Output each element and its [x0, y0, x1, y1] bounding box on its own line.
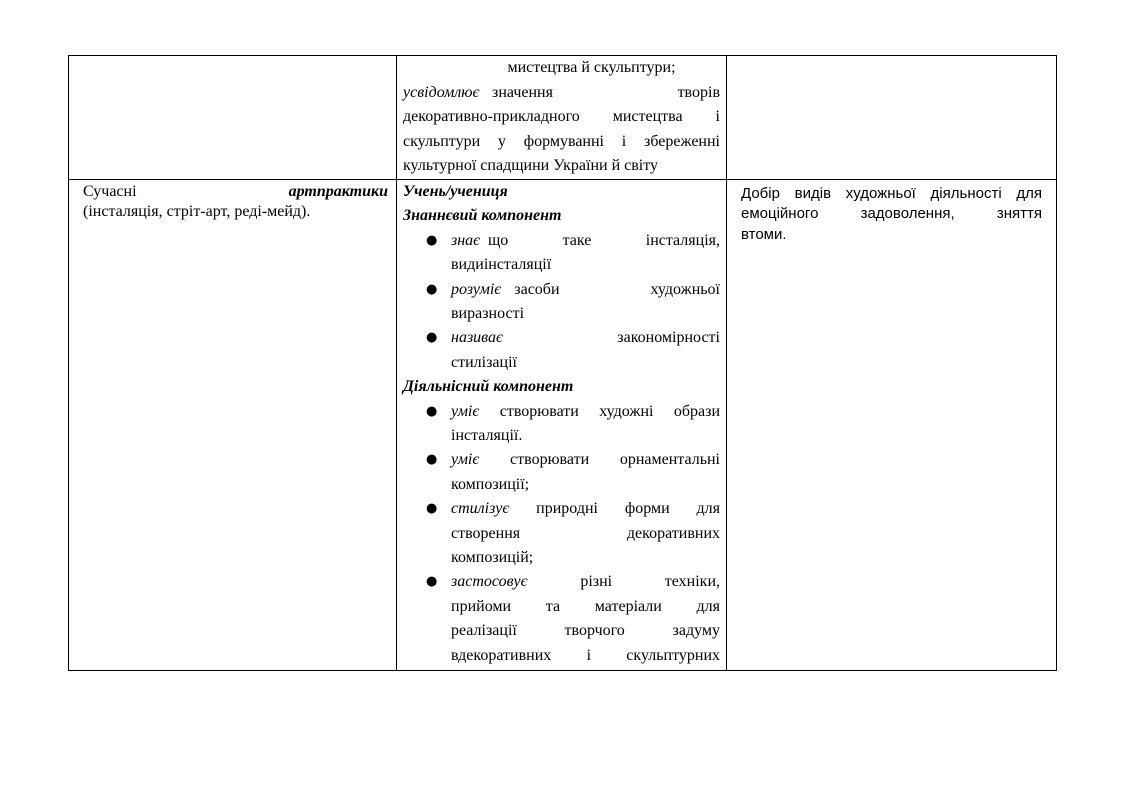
outcome-text: значення творів	[492, 83, 721, 101]
bullet-icon: ●	[426, 232, 438, 248]
topic-title: Сучасні артпрактики	[83, 182, 388, 200]
item-text: композицій;	[451, 549, 534, 567]
bullet-icon: ●	[426, 330, 438, 346]
row2-col2-cell	[397, 179, 727, 670]
item-text: прийоми та матеріали для	[451, 597, 720, 615]
row1-col3-cell	[727, 56, 1057, 180]
outcome-verb: усвідомлює	[403, 83, 480, 101]
activity-list	[403, 400, 720, 668]
activity-note: втоми.	[741, 225, 787, 243]
row1-col2-cell	[397, 56, 727, 180]
item-text: закономірності	[617, 329, 720, 347]
activity-note: емоційного задоволення, зняття	[741, 205, 1042, 223]
item-text: видиінсталяції	[451, 256, 552, 274]
curriculum-table	[68, 55, 1057, 671]
list-item	[403, 400, 720, 449]
item-verb: уміє	[451, 402, 480, 420]
item-text: що таке інсталяція,	[487, 231, 721, 249]
item-verb: стилізує	[451, 500, 510, 518]
item-verb: розуміє	[451, 280, 502, 298]
list-item	[403, 570, 720, 668]
outcome-text: декоративно-прикладного мистецтва і	[403, 108, 720, 126]
table-row	[69, 56, 1057, 180]
topic-subtitle: (інсталяція, стріт-арт, реді-мейд).	[83, 203, 311, 221]
item-verb: знає	[451, 231, 481, 249]
table-row	[69, 179, 1057, 670]
row1-col1-cell	[69, 56, 397, 180]
bullet-icon: ●	[426, 403, 438, 419]
list-item	[403, 326, 720, 375]
item-text: створення декоративних	[451, 524, 720, 542]
item-verb: уміє	[451, 451, 480, 469]
outcome-item	[403, 81, 720, 179]
learner-heading: Учень/учениця	[403, 182, 508, 200]
item-text: стилізації	[451, 353, 517, 371]
item-text: реалізації творчого задуму	[451, 622, 720, 640]
item-text: вдекоративних і скульптурних	[451, 646, 720, 664]
list-item	[403, 229, 720, 278]
knowledge-heading: Знаннєвий компонент	[403, 207, 562, 225]
item-text: виразності	[451, 305, 525, 322]
item-verb: застосовує	[451, 573, 528, 591]
item-text: створювати орнаментальні	[510, 451, 720, 469]
item-text: інсталяції.	[451, 427, 523, 445]
item-verb: називає	[451, 329, 503, 347]
activity-heading: Діяльнісний компонент	[403, 378, 574, 396]
list-item	[403, 497, 720, 570]
continued-line: мистецтва й скульптури;	[507, 59, 676, 76]
item-text: природні форми для	[536, 500, 721, 518]
knowledge-list	[403, 229, 720, 375]
bullet-icon: ●	[426, 501, 438, 517]
bullet-icon: ●	[426, 281, 438, 297]
item-text: створювати художні образи	[499, 402, 720, 420]
bullet-icon: ●	[426, 574, 438, 590]
row2-col3-cell	[727, 179, 1057, 670]
row2-col1-cell	[69, 179, 397, 670]
list-item	[403, 278, 720, 327]
list-item	[403, 448, 720, 497]
outcome-text: культурної спадщини України й світу	[403, 157, 659, 175]
outcome-text: скульптури у формуванні і збереженні	[403, 132, 720, 150]
activity-note: Добір видів художньої діяльності для	[741, 184, 1042, 202]
item-text: композиції;	[451, 475, 530, 493]
item-text: різні техніки,	[580, 573, 720, 591]
item-text: засоби художньої	[514, 280, 721, 298]
bullet-icon: ●	[426, 452, 438, 468]
